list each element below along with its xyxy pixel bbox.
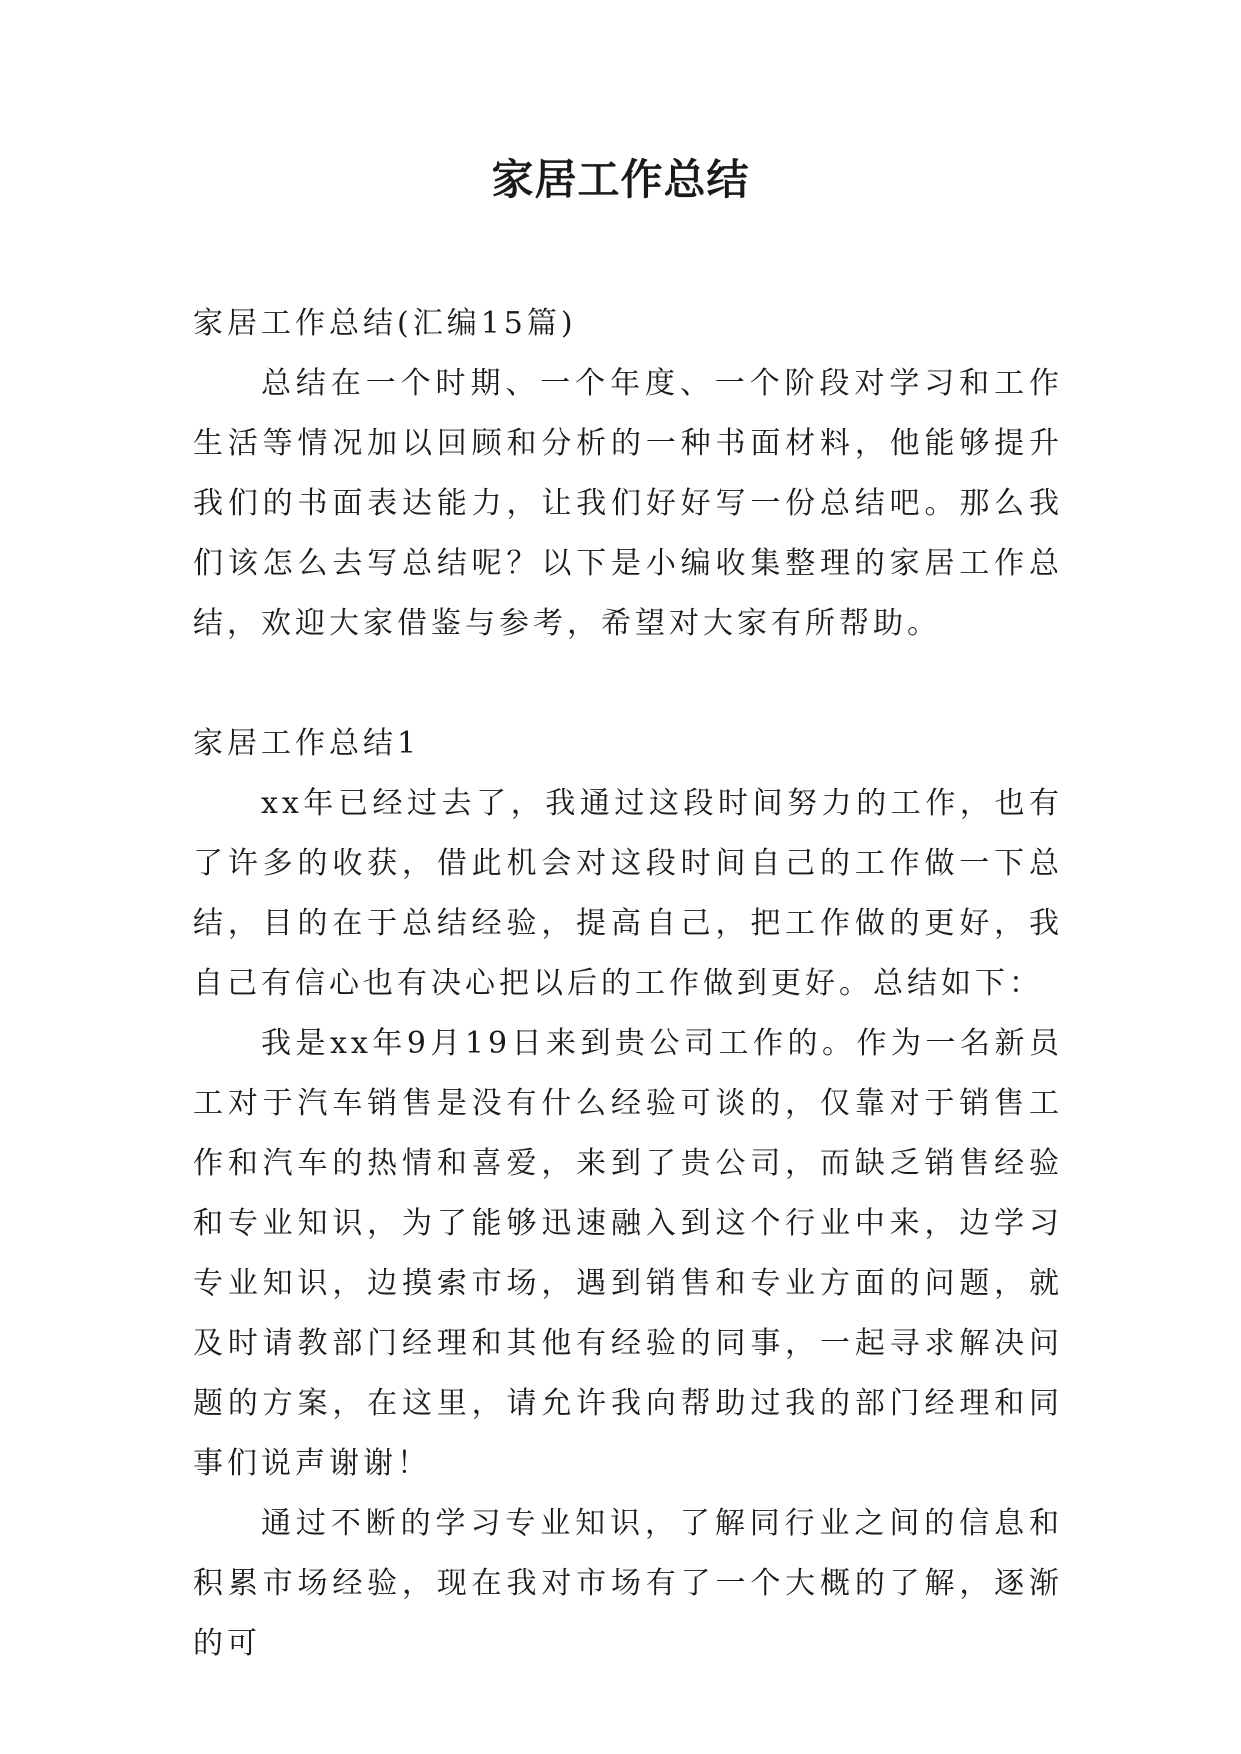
body-paragraph: 通过不断的学习专业知识，了解同行业之间的信息和积累市场经验，现在我对市场有了一个大概的了解，逐渐的可 — [193, 1506, 1063, 1661]
section-heading: 家居工作总结1 — [193, 726, 421, 761]
section-spacer — [193, 654, 1063, 714]
intro-paragraph: 总结在一个时期、一个年度、一个阶段对学习和工作生活等情况加以回顾和分析的一种书面材料，他能够提升我们的书面表达能力，让我们好好写一份总结吧。那么我们该怎么去写总结呢？以下是小编收集整理的家居工作总结，欢迎大家借鉴与参考，希望对大家有所帮助。 — [193, 366, 1063, 641]
document-title: 家居工作总结 — [491, 155, 750, 204]
document-subtitle: 家居工作总结(汇编15篇) — [193, 306, 577, 341]
document-body — [193, 294, 1063, 1674]
body-paragraph: xx年已经过去了，我通过这段时间努力的工作，也有了许多的收获，借此机会对这段时间自己的工作做一下总结，目的在于总结经验，提高自己，把工作做的更好，我自己有信心也有决心把以后的工作做到更好。总结如下： — [193, 786, 1063, 1001]
body-paragraph: 我是xx年9月19日来到贵公司工作的。作为一名新员工对于汽车销售是没有什么经验可谈的，仅靠对于销售工作和汽车的热情和喜爱，来到了贵公司，而缺乏销售经验和专业知识，为了能够迅速融入到这个行业中来，边学习专业知识，边摸索市场，遇到销售和专业方面的问题，就及时请教部门经理和其他有经验的同事，一起寻求解决问题的方案，在这里，请允许我向帮助过我的部门经理和同事们说声谢谢！ — [193, 1026, 1063, 1481]
